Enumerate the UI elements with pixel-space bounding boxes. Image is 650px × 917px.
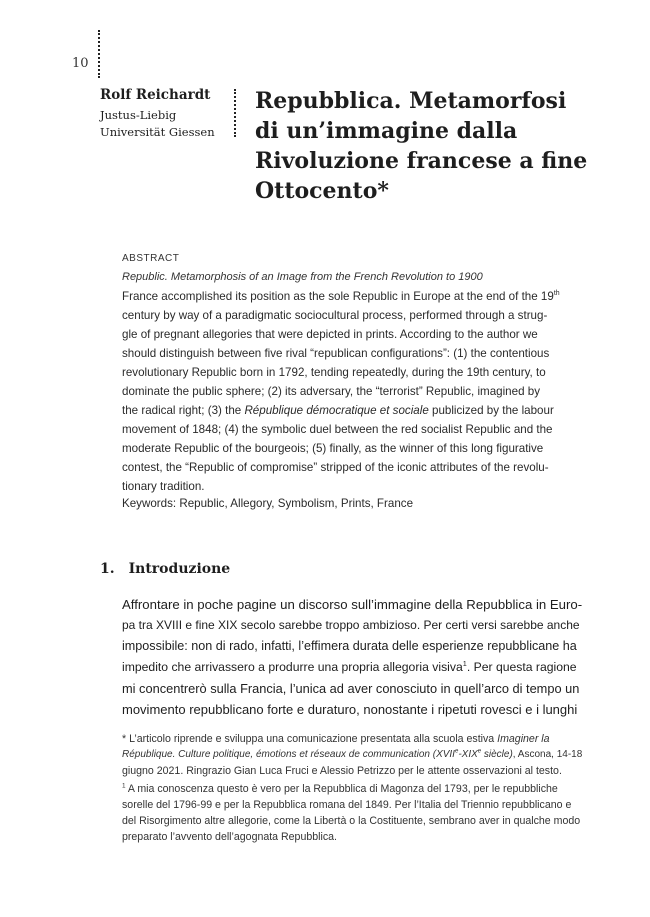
abstract-line: gle of pregnant allegories that were depicted in prints. According to the author we [122,328,538,341]
title-line: Repubblica. Metamorfosi [255,88,567,114]
title-dotted-rule [234,89,236,137]
author-name: Rolf Reichardt [100,87,211,103]
footnote-number: 1 [122,782,126,790]
footnote-line: giugno 2021. Ringrazio Gian Luca Fruci e Alessio Petrizzo per le attente osservazioni al testo. [122,765,562,777]
abstract-label: ABSTRACT [122,253,180,264]
italic-phrase: République démocratique et sociale [244,404,429,417]
abstract-line: revolutionary Republic born in 1792, tending repeatedly, during the 19th century, to [122,366,546,379]
abstract-line: tionary tradition. [122,480,205,493]
body-line: pa tra XVIII e fine XIX secolo sarebbe troppo ambizioso. Per certi versi sarebbe anche [122,618,580,632]
title-line: Rivoluzione francese a fine [255,148,588,174]
footnote-line: sorelle del 1796-99 e per la Repubblica romana del 1849. Per l’Italia del Triennio repubblicano e [122,799,572,811]
abstract-line: France accomplished its position as the sole Republic in Europe at the end of the 19th [122,290,560,303]
author-affiliation-line: Justus-Liebig [100,108,177,122]
footnote-line: République. Culture politique, émotions et réseaux de communication (XVIIe-XIXe siècle), Ascona, 14-18 [122,748,583,760]
abstract-line: should distinguish between five rival “republican configurations”: (1) the contentious [122,347,550,360]
keywords: Keywords: Republic, Allegory, Symbolism, Prints, France [122,497,414,510]
section-heading: 1. Introduzione [100,561,231,577]
title-line: Ottocento* [255,178,389,204]
abstract-line: dominate the public sphere; (2) its adversary, the “terrorist” Republic, imagined by [122,385,540,398]
abstract-line: movement of 1848; (4) the symbolic duel between the red socialist Republic and the [122,423,553,436]
abstract-line: moderate Republic of the bourgeois; (5) finally, as the winner of this long figurative [122,442,544,455]
abstract-line: contest, the “Republic of compromise” stripped of the iconic attributes of the revolu- [122,461,549,474]
footnote-line: $^1$ A mia conoscenza questo è vero per la Repubblica di Magonza del 1793, per le repubbliche [122,782,558,795]
abstract-line: century by way of a paradigmatic sociocultural process, performed through a strug- [122,309,548,322]
footnote-line: preparato l’avvento dell’agognata Repubblica. [122,831,337,843]
body-line: impossibile: non di rado, infatti, l’effimera durata delle esperienze repubblicane ha [122,639,577,653]
footnote-line: del Risorgimento altre allegorie, come la Libertà o la Costituente, sembrano aver in qualche modo [122,815,581,827]
title-line: di un’immagine dalla [255,118,518,144]
body-line: Affrontare in poche pagine un discorso sull’immagine della Repubblica in Euro- [122,597,583,612]
footnote-reference: 1 [462,658,467,668]
header-dotted-rule [98,30,100,78]
body-line: impedito che arrivassero a produrre una propria allegoria visiva$^1$. Per questa ragione [122,658,577,674]
body-line: mi concentrerò sulla Francia, l’unica ad aver conosciuto in quell’arco di tempo un [122,681,580,696]
author-affiliation-line: Universität Giessen [100,125,215,139]
article-title [255,86,625,206]
body-line: movimento repubblicano forte e duraturo, nonostante i ripetuti rovesci e i lunghi [122,702,578,717]
abstract-line: the radical right; (3) the République démocratique et sociale publicized by the labour [122,404,554,417]
page-number: 10 [72,56,89,71]
superscript: th [553,290,560,298]
abstract-subtitle: Republic. Metamorphosis of an Image from the French Revolution to 1900 [122,271,483,283]
footnote-line: * L’articolo riprende e sviluppa una comunicazione presentata alla scuola estiva Imaginer la [122,733,550,745]
